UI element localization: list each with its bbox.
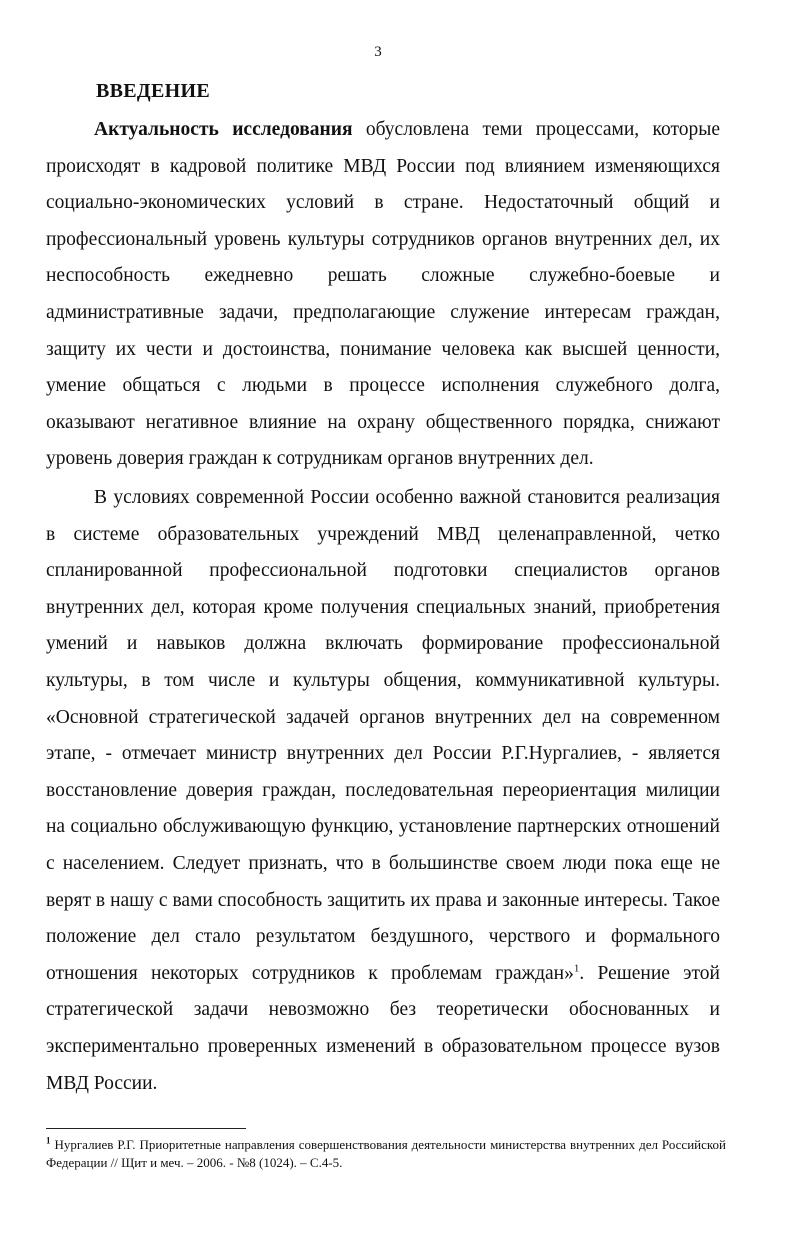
footnote-mark: 1 — [46, 1135, 51, 1146]
paragraph-lead-bold: Актуальность исследования — [94, 119, 353, 140]
footnote-reference: 1 — [573, 962, 580, 975]
paragraph-modern-conditions — [46, 480, 720, 1102]
paragraph-relevance — [46, 112, 720, 478]
paragraph-text: обусловлена теми процессами, которые происходят в кадровой политике МВД России под влиянием изменяющихся социально-экономических условий в стране. Недостаточный общий и профессиональный уровень культуры сотрудников органов внутренних дел, их неспособность ежедневно решать сложные служебно-боевые и административные задачи, предполагающие служение интересам граждан, защиту их чести и достоинства, понимание человека как высшей ценности, умение общаться с людьми в процессе исполнения служебного долга, оказывают негативное влияние на охрану общественного порядка, снижают уровень доверия граждан к сотрудникам органов внутренних дел. — [46, 119, 720, 470]
page-number: 3 — [374, 44, 382, 60]
paragraph-text: В условиях современной России особенно важной становится реализация в системе образовательных учреждений МВД целенаправленной, четко спланированной профессиональной подготовки специалистов органов внутренних дел, которая кроме получения специальных знаний, приобретения умений и навыков должна включать формирование профессиональной культуры, в том числе и культуры общения, коммуникативной культуры. «Основной стратегической задачей органов внутренних дел на современном этапе, - отмечает министр внутренних дел России Р.Г.Нургалиев, - является восстановление доверия граждан, последовательная переориентация милиции на социально обслуживающую функцию, установление партнерских отношений с населением. Следует признать, что в большинстве своем люди пока еще не верят в нашу с вами способность защитить их права и законные интересы. Такое положение дел стало результатом бездушного, черствого и формального отношения некоторых сотрудников к проблемам граждан» — [46, 487, 720, 984]
footnote — [46, 1136, 726, 1172]
section-heading: ВВЕДЕНИЕ — [96, 80, 210, 102]
footnote-divider — [46, 1128, 246, 1129]
footnote-text: Нургалиев Р.Г. Приоритетные направления совершенствования деятельности министерства внутренних дел Российской Федерации // Щит и меч. – 2006. - №8 (1024). – С.4-5. — [46, 1137, 726, 1170]
paragraph-text-continued: . Решение этой стратегической задачи невозможно без теоретически обоснованных и экспериментально проверенных изменений в образовательном процессе вузов МВД России. — [46, 962, 720, 1094]
